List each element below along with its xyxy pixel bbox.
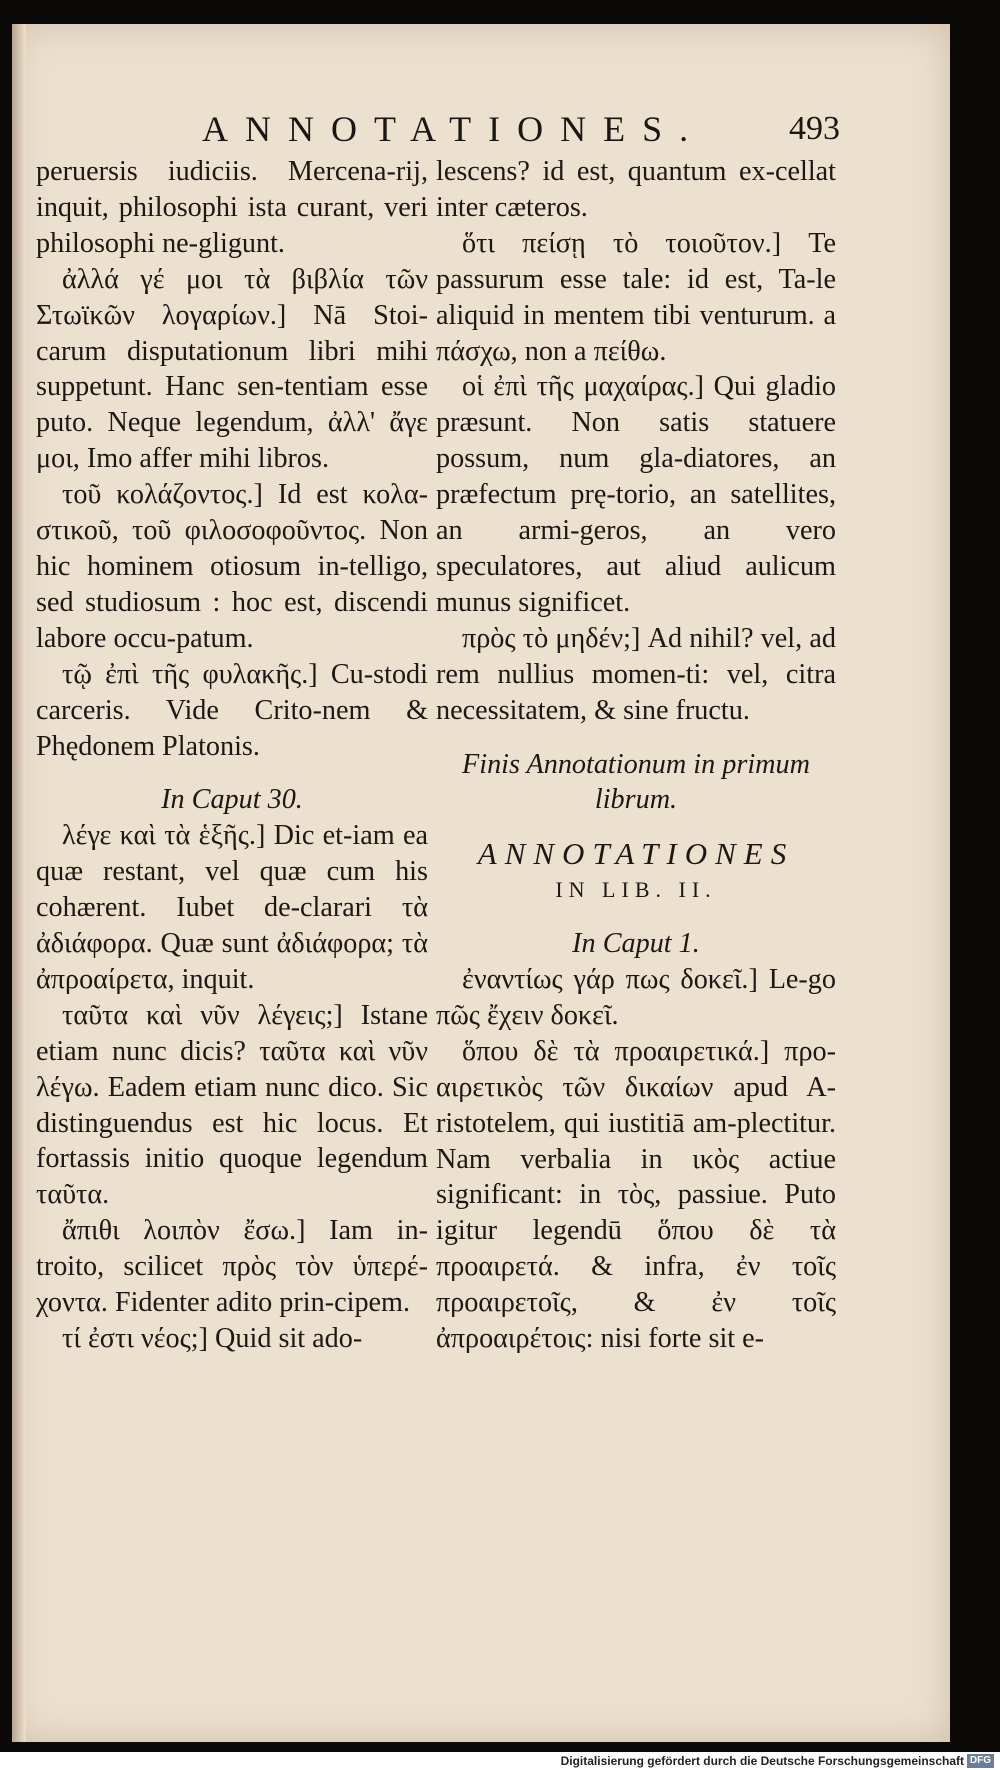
annotation-paragraph: peruersis iudiciis. Mercena-rij, inquit, philosophi ista curant, veri philosophi ne-gligunt. bbox=[36, 156, 428, 259]
paragraph-gap bbox=[436, 818, 836, 836]
funding-credit: Digitalisierung gefördert durch die Deutsche Forschungsgemeinschaft bbox=[560, 1754, 964, 1768]
section-heading: ANNOTATIONES bbox=[477, 836, 795, 872]
page-gutter-shadow bbox=[12, 24, 26, 1742]
annotation-paragraph: τοῦ κολάζοντος.] Id est κολα-στικοῦ, τοῦ φιλοσοφοῦντος. Non hic hominem otiosum in-telligo, sed studiosum : hoc est, discendi labore occu-patum. bbox=[36, 479, 428, 654]
text-column-right bbox=[436, 154, 836, 1357]
annotation-paragraph: ὅτι πείσῃ τὸ τοιοῦτον.] Te passurum esse tale: id est, Ta-le aliquid in mentem tibi venturum. a πάσχω, non a πείθω. bbox=[436, 227, 836, 367]
annotation-paragraph: ἀλλά γέ μοι τὰ βιβλία τῶν Στωϊκῶν λογαρίων.] Nā Stoi-carum disputationum libri mihi suppetunt. Hanc sen-tentiam esse puto. Neque legendum, ἀλλ' ἄγε μοι, Imo affer mihi libros. bbox=[36, 263, 428, 475]
section-heading: In Caput 1. bbox=[572, 928, 700, 960]
digitization-footer bbox=[0, 1752, 1000, 1770]
annotation-paragraph: ταῦτα καὶ νῦν λέγεις;] Istane etiam nunc dicis? ταῦτα καὶ νῦν λέγω. Eadem etiam nunc dico. Sic distinguendus est hic locus. Et fortassis initio quoque legendum ταῦτα. bbox=[36, 999, 428, 1211]
paragraph-gap bbox=[36, 764, 428, 782]
annotation-paragraph: οἱ ἐπὶ τῆς μαχαίρας.] Qui gladio præsunt. Non satis statuere possum, num gla-diatores, an præfectum prę-torio, an satellites, an armi-geros, an vero speculatores, aut aliud aulicum munus significet. bbox=[436, 371, 836, 618]
book-page bbox=[12, 24, 950, 1742]
annotation-paragraph: lescens? id est, quantum ex-cellat inter cæteros. bbox=[436, 156, 836, 223]
text-column-left bbox=[36, 154, 428, 1357]
dfg-logo: DFG bbox=[967, 1754, 994, 1768]
annotation-paragraph: τί ἐστι νέος;] Quid sit ado- bbox=[62, 1323, 363, 1354]
annotation-paragraph: ἐναντίως γάρ πως δοκεῖ.] Le-go πῶς ἔχειν δοκεῖ. bbox=[436, 964, 836, 1031]
paragraph-gap bbox=[436, 908, 836, 926]
annotation-paragraph: ἄπιθι λοιπὸν ἔσω.] Iam in-troito, scilicet πρὸς τὸν ὑπερέ-χοντα. Fidenter adito prin-cipem. bbox=[36, 1215, 428, 1319]
annotation-paragraph: πρὸς τὸ μηδέν;] Ad nihil? vel, ad rem nullius momen-ti: vel, citra necessitatem, & sine fructu. bbox=[436, 622, 836, 726]
annotation-paragraph: ὅπου δὲ τὰ προαιρετικά.] προ-αιρετικὸς τῶν δικαίων apud A-ristotelem, qui iustitiā am-plectitur. Nam verbalia in ικὸς actiue significant: in τὸς, passiue. Puto igitur legendū ὅπου δὲ τὰ προαιρετά. & infra, ἐν τοῖς προαιρετοῖς, & ἐν τοῖς ἀπροαιρέτοις: nisi forte sit e- bbox=[436, 1035, 836, 1355]
section-heading: IN LIB. II. bbox=[555, 877, 717, 903]
paragraph-gap bbox=[436, 729, 836, 747]
annotation-paragraph: τῷ ἐπὶ τῆς φυλακῆς.] Cu-stodi carceris. Vide Crito-nem & Phędonem Platonis. bbox=[36, 658, 428, 762]
annotation-paragraph: λέγε καὶ τὰ ἑξῆς.] Dic et-iam ea quæ restant, vel quæ cum his cohærent. Iubet de-clarari τὰ ἀδιάφορα. Quæ sunt ἀδιάφορα; τὰ ἀπροαίρετα, inquit. bbox=[36, 820, 428, 995]
section-heading: In Caput 30. bbox=[161, 784, 303, 816]
page-number: 493 bbox=[789, 110, 840, 147]
section-heading: Finis Annotationum in primum librum. bbox=[462, 748, 810, 816]
running-header-title: ANNOTATIONES. bbox=[202, 109, 706, 149]
